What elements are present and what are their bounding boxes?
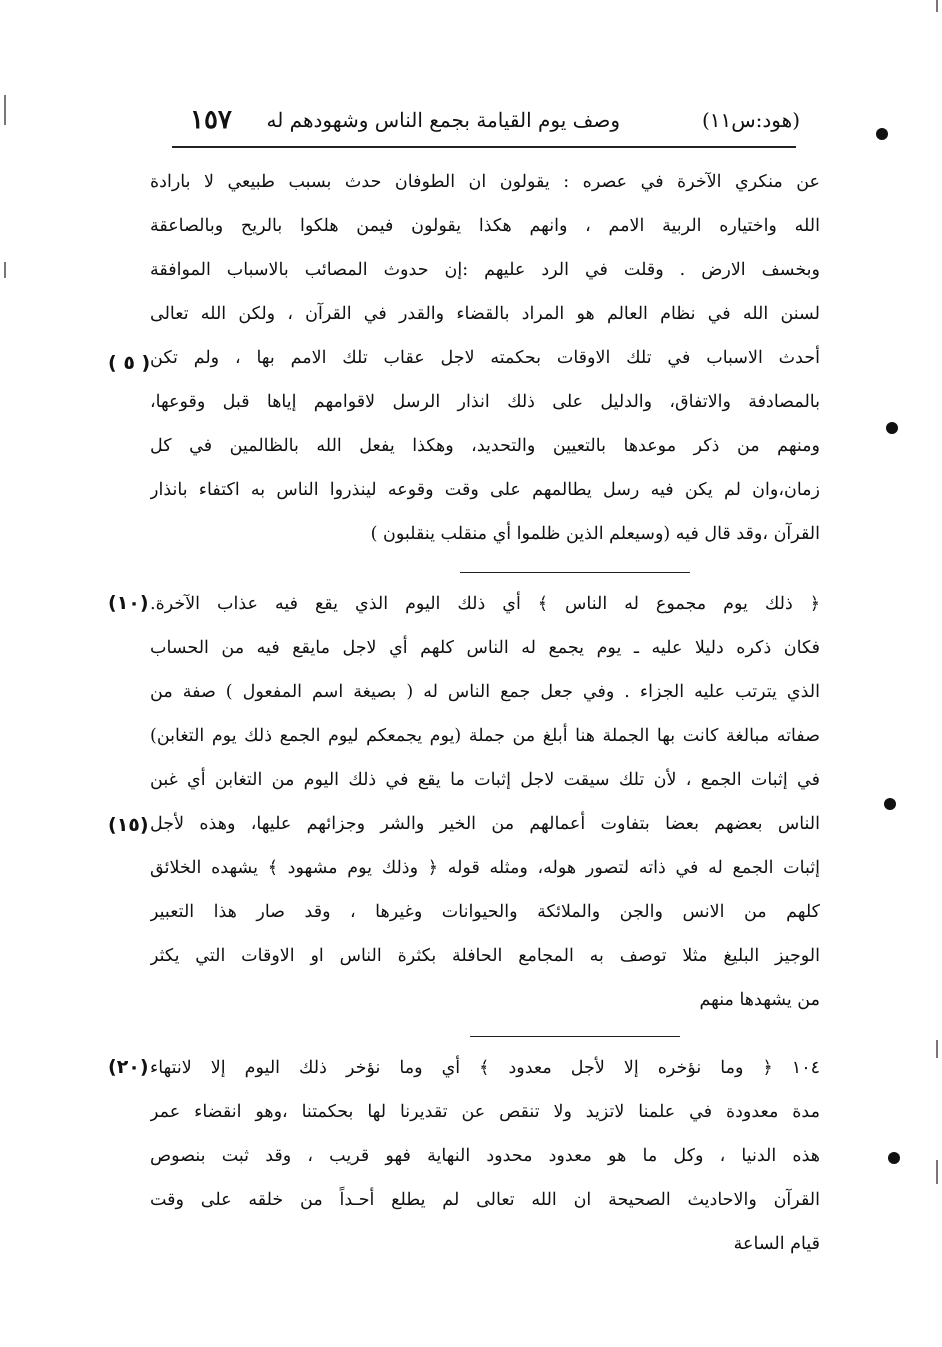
section-divider <box>470 1036 680 1037</box>
text-line: من يشهدها منهم <box>699 990 820 1010</box>
text-line: إثبات الجمع له في ذاته لتصور هوله، ومثله قوله ﴿ وذلك يوم مشهود ﴾ يشهده الخلائق <box>150 858 820 878</box>
text-line: في إثبات الجمع ، لأن تلك سيقت لاجل إثبات ما يقع في ذلك اليوم من التغابن أي غبن <box>150 770 820 790</box>
margin-line-number: (١٥) <box>108 814 149 836</box>
text-line: فكان ذكره دليلا عليه ـ يوم يجمع له الناس كلهم أي لاجل مايقع فيه من الحساب <box>150 638 820 658</box>
text-line: ١٠٤ ﴿ وما نؤخره إلا لأجل معدود ﴾ أي وما نؤخر ذلك اليوم إلا لانتهاء <box>150 1058 820 1078</box>
surah-reference: (هود:س١١) <box>701 108 800 132</box>
text-line: عن منكري الآخرة في عصره : يقولون ان الطوفان حدث بسبب طبيعي لا بارادة <box>150 172 820 192</box>
scan-edge-mark <box>936 0 938 12</box>
text-line: هذه الدنيا ، وكل ما هو معدود محدود النهاية فهو قريب ، وقد ثبت بنصوص <box>150 1146 820 1166</box>
text-line: الذي يترتب عليه الجزاء . وفي جعل جمع الناس له ( بصيغة اسم المفعول ) صفة من <box>150 682 820 702</box>
text-line: ومنهم من ذكر موعدها بالتعيين والتحديد، وهكذا يفعل الله بالظالمين في كل <box>150 436 820 456</box>
margin-line-number: (٢٠) <box>108 1056 149 1078</box>
text-line: أحدث الاسباب في تلك الاوقات بحكمته لاجل عقاب تلك الامم بها ، ولم تكن <box>150 348 820 368</box>
text-line: مدة معدودة في علمنا لاتزيد ولا تنقص عن تقديرنا لها بحكمتنا ،وهو انقضاء عمر <box>150 1102 820 1122</box>
text-line: ﴿ ذلك يوم مجموع له الناس ﴾ أي ذلك اليوم الذي يقع فيه عذاب الآخرة. <box>150 594 820 614</box>
scan-edge-mark <box>4 262 6 278</box>
punch-hole-mark <box>888 1152 900 1164</box>
text-line: لسنن الله في نظام العالم هو المراد بالقضاء والقدر في القرآن ، ولكن الله تعالى <box>150 304 820 324</box>
text-line: قيام الساعة <box>733 1234 820 1254</box>
running-title: وصف يوم القيامة بجمع الناس وشهودهم له <box>266 108 620 132</box>
margin-line-number: (١٠) <box>108 592 149 614</box>
scan-edge-mark <box>936 1160 938 1184</box>
paragraph-3 <box>150 1046 820 1266</box>
margin-line-number: ( ٥ ) <box>108 352 151 374</box>
text-line: القرآن ،وقد قال فيه (وسيعلم الذين ظلموا أي منقلب ينقلبون ) <box>370 524 820 544</box>
punch-hole-mark <box>886 422 898 434</box>
text-line: زمان،وان لم يكن فيه رسل يطالمهم على وقت وقوعه لينذروا الناس به اكتفاء بانذار <box>150 480 820 500</box>
punch-hole-mark <box>884 798 896 810</box>
text-line: كلهم من الانس والجن والملائكة والحيوانات وغيرها ، وقد صار هذا التعبير <box>150 902 820 922</box>
paragraph-1 <box>150 160 820 556</box>
text-line: بالمصادفة والاتفاق، والدليل على ذلك انذار الرسل لاقوامهم إياها قبل وقوعها، <box>150 392 820 412</box>
header-rule <box>172 146 796 148</box>
scan-edge-mark <box>4 95 6 125</box>
text-line: صفاته مبالغة كانت بها الجملة هنا أبلغ من جملة (يوم يجمعكم ليوم الجمع ذلك يوم التغابن) <box>150 726 820 746</box>
text-line: الله واختياره الربية الامم ، وانهم هكذا يقولون فيمن هلكوا بالريح وبالصاعقة <box>150 216 820 236</box>
paragraph-2 <box>150 582 820 1022</box>
punch-hole-mark <box>876 128 888 140</box>
text-line: الوجيز البليغ مثلا توصف به المجامع الحافلة بكثرة الناس او الاوقات التي يكثر <box>150 946 820 966</box>
scan-edge-mark <box>936 1040 938 1058</box>
page-header <box>190 100 800 140</box>
text-line: القرآن والاحاديث الصحيحة ان الله تعالى لم يطلع أحـداً من خلقه على وقت <box>150 1190 820 1210</box>
text-line: وبخسف الارض . وقلت في الرد عليهم :إن حدوث المصائب بالاسباب الموافقة <box>150 260 820 280</box>
section-divider <box>460 572 690 573</box>
page-number: ١٥٧ <box>190 105 232 135</box>
text-line: الناس بعضهم بعضا بتفاوت أعمالهم من الخير والشر وجزائهم عليها، وهذه لأجل <box>150 814 820 834</box>
